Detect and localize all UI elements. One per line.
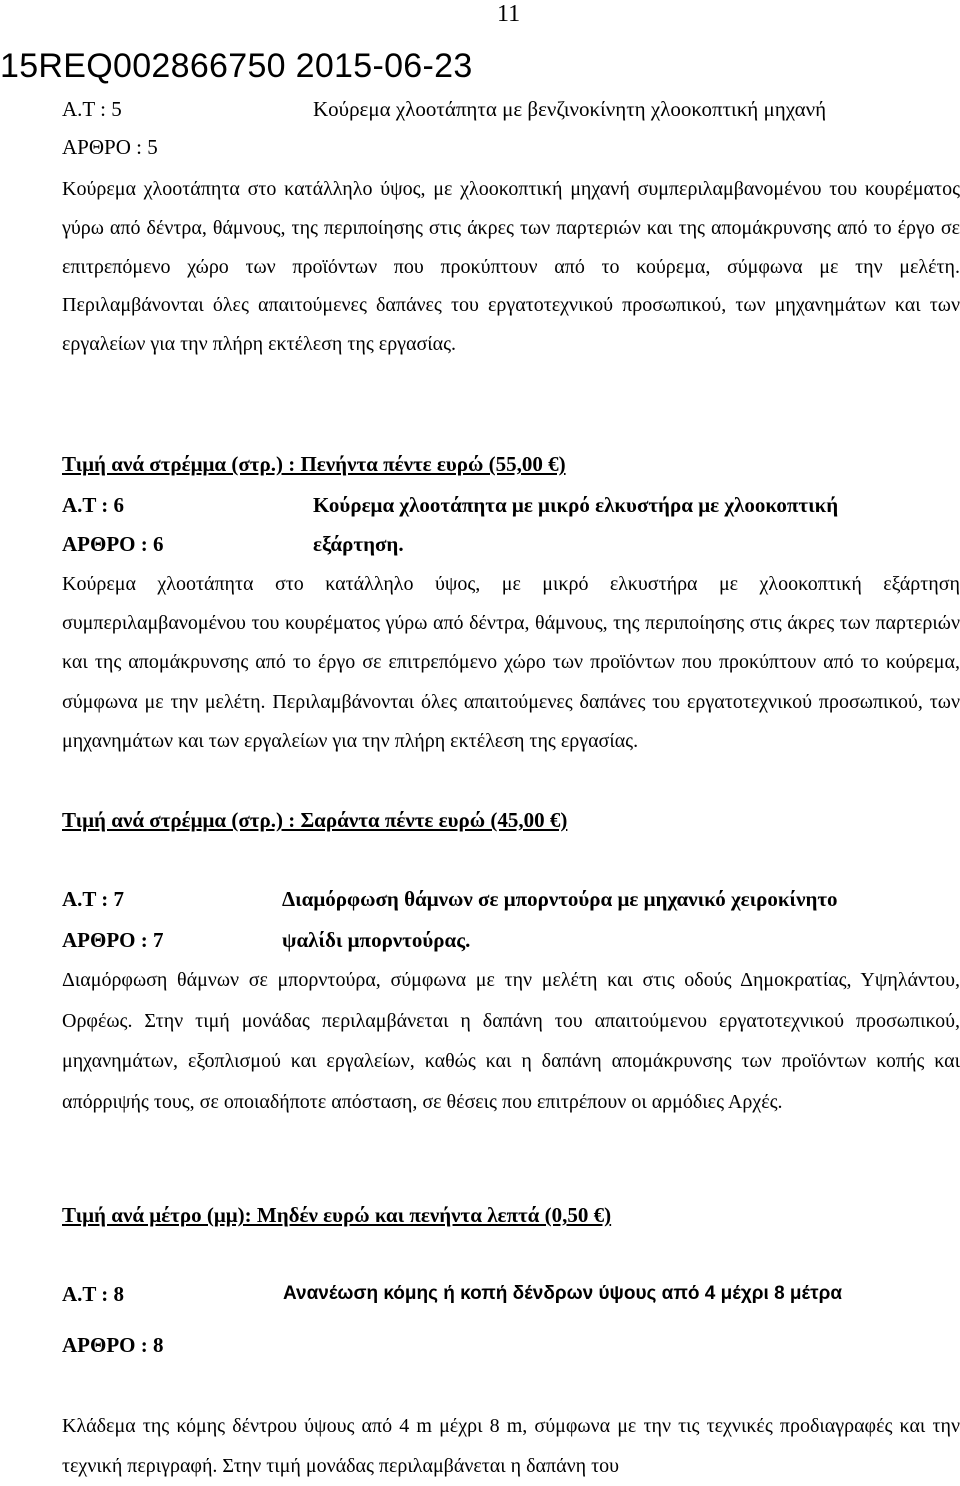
item-code-6: Α.Τ : 6 — [62, 493, 125, 517]
item-title-6: Κούρεμα χλοοτάπητα με μικρό ελκυστήρα με χλοοκοπτική — [313, 493, 839, 517]
item-title-8: Ανανέωση κόμης ή κοπή δένδρων ύψους από 4 μέχρι 8 μέτρα — [283, 1283, 843, 1304]
item-code-5: Α.Τ : 5 — [62, 97, 122, 121]
item-price-7: Τιμή ανά μέτρο (μμ): Μηδέν ευρώ και πενήντα λεπτά (0,50 €) — [62, 1203, 612, 1227]
item-title-7-cont: ψαλίδι μπορντούρας. — [282, 928, 471, 952]
document-id: 15REQ002866750 2015-06-23 — [0, 47, 473, 85]
item-description-7: Διαμόρφωση θάμνων σε μπορντούρα, σύμφωνα με την μελέτη και στις οδούς Δημοκρατίας, Υψηλάντου, Ορφέως. Στην τιμή μονάδας περιλαμβάνεται η δαπάνη του απαιτούμενου εργατοτεχνικού προσωπικού, μηχανημάτων, εξοπλισμού και εργαλείων, καθώς και η δαπάνη απομάκρυνσης των προϊόντων κοπής και απόρριψής τους, σε οποιαδήποτε απόσταση, σε θέσεις που επιτρέπουν οι αρμόδιες Αρχές. — [62, 969, 960, 1113]
article-label-6: ΑΡΘΡΟ : 6 — [62, 532, 164, 556]
item-description-6: Κούρεμα χλοοτάπητα στο κατάλληλο ύψος, με μικρό ελκυστήρα με χλοοκοπτική εξάρτηση συμπεριλαμβανομένου του κουρέματος γύρω από δέντρα, θάμνους, της περιποίησης στις άκρες των παρτεριών και της απομάκρυνσης από το έργο σε επιτρεπόμενο χώρο των προϊόντων που προκύπτουν από το κούρεμα, σύμφωνα με την μελέτη. Περιλαμβάνονται όλες απαιτούμενες δαπάνες του εργατοτεχνικού προσωπικού, των μηχανημάτων και των εργαλείων για την πλήρη εκτέλεση της εργασίας. — [62, 573, 960, 752]
item-description-5: Κούρεμα χλοοτάπητα στο κατάλληλο ύψος, με χλοοκοπτική μηχανή συμπεριλαμβανομένου του κουρέματος γύρω από δέντρα, θάμνους, της περιποίησης στις άκρες των παρτεριών και της απομάκρυνσης από το έργο σε επιτρεπόμενο χώρο των προϊόντων που προκύπτουν από το κούρεμα, σύμφωνα με την μελέτη. Περιλαμβάνονται όλες απαιτούμενες δαπάνες του εργατοτεχνικού προσωπικού, των μηχανημάτων και των εργαλείων για την πλήρη εκτέλεση της εργασίας. — [62, 178, 960, 356]
article-label-5: ΑΡΘΡΟ : 5 — [62, 135, 158, 159]
item-price-6: Τιμή ανά στρέμμα (στρ.) : Σαράντα πέντε ευρώ (45,00 €) — [62, 808, 568, 832]
item-title-7: Διαμόρφωση θάμνων σε μπορντούρα με μηχανικό χειροκίνητο — [282, 887, 838, 911]
article-label-7: ΑΡΘΡΟ : 7 — [62, 928, 164, 952]
page-number: 11 — [497, 1, 521, 27]
item-description-8: Κλάδεμα της κόμης δέντρου ύψους από 4 m μέχρι 8 m, σύμφωνα με την τις τεχνικές προδιαγραφές και την τεχνική περιγραφή. Στην τιμή μονάδας περιλαμβάνεται η δαπάνη του — [62, 1415, 960, 1477]
item-code-8: Α.Τ : 8 — [62, 1282, 125, 1306]
item-title-6-cont: εξάρτηση. — [313, 532, 404, 556]
item-code-7: Α.Τ : 7 — [62, 887, 125, 911]
item-title-5: Κούρεμα χλοοτάπητα με βενζινοκίνητη χλοοκοπτική μηχανή — [313, 97, 827, 121]
item-price-5: Τιμή ανά στρέμμα (στρ.) : Πενήντα πέντε ευρώ (55,00 €) — [62, 452, 566, 476]
article-label-8: ΑΡΘΡΟ : 8 — [62, 1333, 164, 1357]
